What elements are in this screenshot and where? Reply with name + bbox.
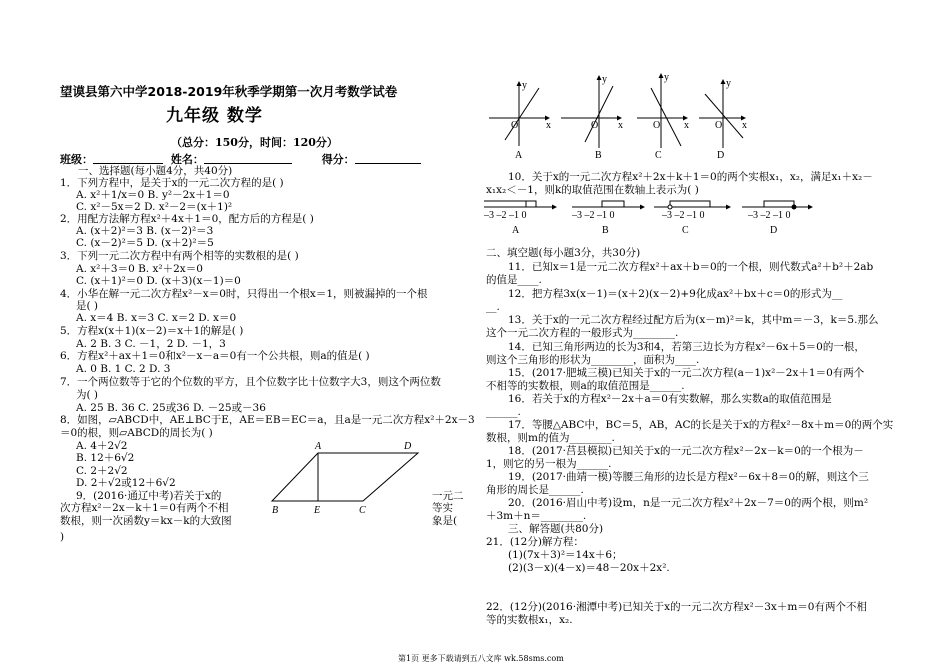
graph-d[interactable]: [699, 78, 747, 161]
graph-b-y: y: [602, 74, 607, 85]
graph-a-o: O: [511, 120, 519, 131]
number-line-d-ticks: –3 –2 –1 0: [748, 210, 791, 221]
q21: 21．(12分)解方程：: [486, 536, 584, 548]
number-line-d-label: D: [770, 225, 778, 236]
q4-line2: 是( ): [76, 300, 99, 312]
q13-line2: 这个一元二次方程的一般形式为________.: [486, 327, 679, 339]
number-line-b[interactable]: [571, 201, 644, 236]
q12-line2: __.: [486, 301, 500, 313]
grade-subject: 九年级 数学: [166, 106, 263, 126]
name-field[interactable]: [204, 153, 292, 164]
graph-d-label: D: [717, 150, 725, 161]
graph-a-x: x: [546, 120, 551, 131]
number-line-a-ticks: –3 –2 –1 0: [484, 210, 527, 221]
q3-options-cd: C. (x＋1)²＝0 D. (x＋3)(x－1)＝0: [76, 275, 241, 287]
q3-options-ab: A. x²＋3＝0 B. x²＋2x＝0: [76, 263, 203, 275]
number-line-c[interactable]: [654, 201, 730, 236]
q7-options: A. 25 B. 36 C. 25或36 D. －25或－36: [76, 402, 266, 414]
exam-title: 望谟县第六中学2018-2019年秋季学期第一次月考数学试卷: [60, 84, 398, 99]
q8: 8．如图，▱ABCD中，AE⊥BC于E，AE＝EB＝EC＝a，且a是一元二次方程x²＋2x－3: [60, 414, 475, 426]
q5: 5．方程x(x＋1)(x－2)＝x＋1的解是( ): [60, 325, 244, 337]
graph-c-o: O: [653, 120, 661, 131]
q7-line2: 为( ): [76, 389, 99, 401]
q8-option-a: A. 4＋2√2: [76, 440, 128, 452]
number-line-a-label: A: [512, 225, 520, 236]
page-footer: 第1页 更多下载请到五八文库 wk.58sms.com: [398, 654, 564, 663]
fig-label-c: C: [359, 505, 366, 516]
q9-line3: 数根，则一次函数y＝kx－k的大致图: [60, 515, 232, 527]
section-3-title: 三、解答题(共80分): [508, 523, 604, 535]
number-line-b-label: B: [602, 225, 609, 236]
graph-b-label: B: [595, 150, 602, 161]
q7: 7．一个两位数等于它的个位数的平方，且个位数字比十位数字大3，则这个两位数: [60, 376, 441, 388]
number-line-a[interactable]: [483, 201, 556, 236]
graph-b[interactable]: [561, 74, 623, 161]
parallelogram-abcd: [272, 453, 418, 501]
q18-line2: 1，则它的另一根为______.: [486, 458, 612, 470]
q8-line2: ＝0的根，则▱ABCD的周长为( ): [60, 427, 213, 439]
name-label: 姓名：: [170, 153, 204, 166]
q9-right-1: 一元二: [432, 490, 464, 502]
score-field[interactable]: [355, 153, 421, 164]
q13: 13．关于x的一元二次方程经过配方后为(x－m)²＝k，其中m＝－3，k＝5.那么: [508, 314, 879, 326]
q3: 3．下列一元二次方程中有两个相等的实数根的是( ): [60, 250, 299, 262]
graph-d-o: O: [715, 120, 723, 131]
q9-right-3: 象是(: [432, 515, 458, 527]
section-1-title: 一、选择题(每小题4分，共40分): [78, 165, 233, 177]
q17-line2: 数根，则m的值为________.: [486, 432, 615, 444]
q9-right-2: 等实: [432, 502, 453, 514]
graph-c-label: C: [655, 150, 662, 161]
number-line-c-ticks: –3 –2 –1 0: [662, 210, 705, 221]
graph-a[interactable]: [489, 80, 551, 161]
q15: 15．(2017·肥城三模)已知关于x的一元二次方程(a－1)x²－2x＋1＝0有两个: [508, 367, 865, 379]
q8-option-c: C. 2＋2√2: [76, 465, 128, 477]
q10-number-lines: [484, 197, 814, 237]
q21-part2: (2)(3－x)(4－x)＝48－20x＋2x².: [508, 562, 670, 574]
score-time: （总分：150分，时间：120分）: [171, 136, 338, 149]
fig-label-a: A: [315, 441, 322, 452]
q1-options-cd: C. x²－5x＝2 D. x²－2＝(x＋1)²: [76, 201, 233, 213]
q10: 10．关于x的一元二次方程x²＋2x＋k＋1＝0的两个实根x₁，x₂，满足x₁＋x₂－: [508, 171, 873, 183]
graph-c-x: x: [684, 120, 689, 131]
q16: 16．若关于x的方程x²－2x＋a＝0有实数解，那么实数a的取值范围是: [508, 393, 832, 405]
graph-a-label: A: [515, 150, 523, 161]
graph-c-y: y: [664, 72, 669, 83]
graph-d-y: y: [726, 78, 731, 89]
number-line-b-ticks: –3 –2 –1 0: [572, 210, 615, 221]
number-line-c-label: C: [682, 225, 689, 236]
q14: 14．已知三角形两边的长为3和4，若第三边长为方程x²－6x＋5＝0的一根，: [508, 341, 865, 353]
q2-options-ab: A. (x＋2)²＝3 B. (x－2)²＝3: [76, 225, 214, 237]
graph-b-o: O: [591, 120, 599, 131]
graph-b-x: x: [618, 120, 623, 131]
fig-label-d: D: [404, 441, 412, 452]
q11-line2: 的值是____.: [486, 274, 542, 286]
class-label: 班级：: [60, 153, 93, 166]
class-field[interactable]: [93, 153, 163, 164]
q19-line2: 角形的周长是______.: [486, 484, 584, 496]
q4: 4．小华在解一元二次方程x²－x＝0时，只得出一个根x＝1，则被漏掉的一个根: [60, 288, 428, 300]
q20: 20．(2016·眉山中考)设m，n是一元二次方程x²＋2x－7＝0的两个根，则m²: [508, 497, 869, 509]
q14-line2: 则这个三角形的形状为________，面积为____.: [486, 354, 700, 366]
q8-option-d: D. 2＋√2或12＋6√2: [76, 477, 176, 489]
q2-options-cd: C. (x－2)²＝5 D. (x＋2)²＝5: [76, 237, 214, 249]
q20-line2: ＋3m＋n＝________.: [486, 510, 587, 522]
q9-line4: ): [60, 531, 65, 543]
q16-line2: ______.: [486, 406, 521, 418]
section-2-title: 二、填空题(每小题3分，共30分): [486, 247, 641, 259]
q6-options: A. 0 B. 1 C. 2 D. 3: [76, 363, 171, 375]
q15-line2: 不相等的实数根，则a的取值范围是______.: [486, 380, 685, 392]
q9-graphs: [487, 72, 747, 160]
q18: 18．(2017·莒县模拟)已知关于x的一元二次方程x²－2x－k＝0的一个根为－: [508, 445, 864, 457]
parallelogram-figure: [268, 438, 428, 518]
q1: 1．下列方程中，是关于x的一元二次方程的是( ): [60, 177, 284, 189]
q5-options: A. 2 B. 3 C. －1，2 D. －1，3: [76, 338, 226, 350]
score-label: 得分：: [321, 153, 355, 166]
graph-c[interactable]: [637, 72, 689, 161]
q12: 12．把方程3x(x－1)＝(x＋2)(x－2)+9化成ax²＋bx＋c＝0的形式为__: [508, 288, 843, 300]
q4-options: A. x＝4 B. x＝3 C. x＝2 D. x＝0: [76, 312, 237, 324]
q22: 22．(12分)(2016·湘潭中考)已知关于x的一元二次方程x²－3x＋m＝0有两个不相: [486, 601, 867, 613]
graph-a-y: y: [522, 80, 527, 91]
q21-part1: (1)(7x＋3)²＝14x＋6；: [508, 549, 623, 561]
fig-label-b: B: [272, 505, 279, 516]
q10-line2: x₁x₂＜－1，则k的取值范围在数轴上表示为( ): [486, 184, 699, 196]
q2: 2．用配方法解方程x²＋4x＋1＝0，配方后的方程是( ): [60, 213, 314, 225]
q22-line2: 等的实数根x₁，x₂.: [486, 614, 573, 626]
graph-d-x: x: [742, 120, 747, 131]
q19: 19．(2017·曲靖一模)等腰三角形的边长是方程x²－6x＋8＝0的解，则这个三: [508, 471, 869, 483]
number-line-d[interactable]: [742, 201, 812, 236]
q9-line2: 次方程x²－2x－k＋1＝0有两个不相: [60, 502, 229, 514]
q6: 6．方程x²＋ax＋1＝0和x²－x－a＝0有一个公共根，则a的值是( ): [60, 350, 370, 362]
q11: 11．已知x＝1是一元二次方程x²＋ax＋b＝0的一个根，则代数式a²＋b²＋2ab: [508, 261, 874, 273]
q8-option-b: B. 12＋6√2: [76, 452, 135, 464]
q1-options-ab: A. x²＋1/x＝0 B. y²－2x＋1＝0: [76, 189, 230, 201]
q17: 17．等腰△ABC中，BC＝5，AB，AC的长是关于x的方程x²－8x＋m＝0的两个实: [508, 419, 894, 431]
fig-label-e: E: [314, 505, 321, 516]
q9: 9．(2016·通辽中考)若关于x的: [76, 490, 222, 502]
